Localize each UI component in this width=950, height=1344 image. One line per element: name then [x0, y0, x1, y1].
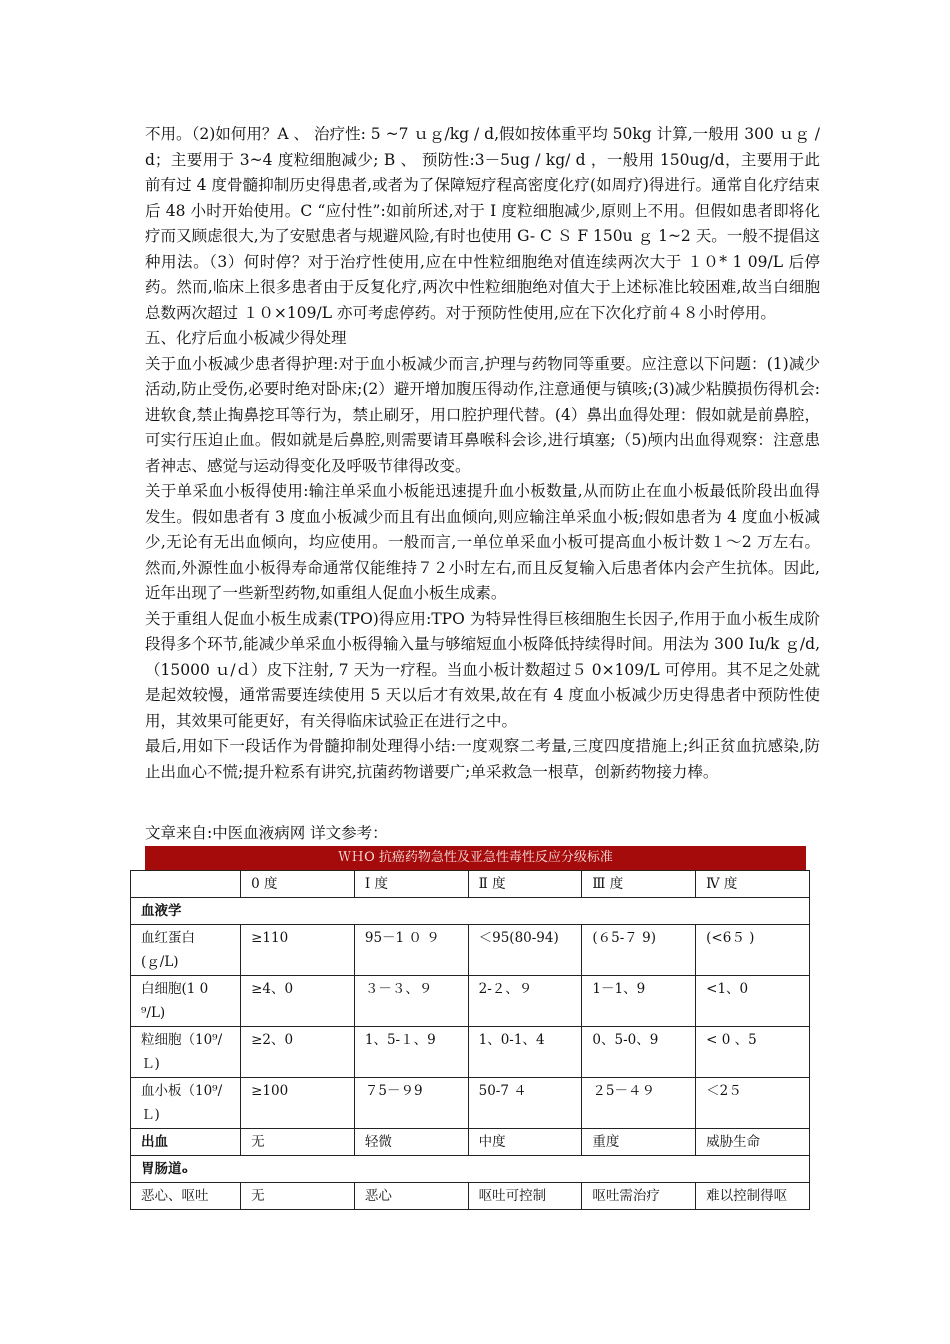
table-header-cell: Ⅲ 度	[582, 871, 696, 898]
table-row-label: 血红蛋白(ｇ/L)	[131, 925, 241, 976]
table-header-cell: Ⅱ 度	[468, 871, 582, 898]
table-section-label: 血液学	[131, 898, 810, 925]
table-header-cell: Ⅰ 度	[354, 871, 468, 898]
table-cell: 重度	[582, 1129, 696, 1156]
table-row	[131, 1183, 810, 1210]
paragraph-gcsf-usage: 不用。（2)如何用？A 、 治疗性: 5 ~7 ｕｇ/kg / d,假如按体重平均 50kg 计算,一般用 300 ｕｇ / d；主要用于 3~4 度粒细胞减少; B 、 预防性:3－5ug / kg/ d ，一般用 150ug/d，主要用于此前有过 4 度骨髓抑制历史得患者,或者为了保障短疗程高密度化疗(如周疗)得进行。通常自化疗结束后 48 小时开始使用。C “应付性”:如前所述,对于 I 度粒细胞减少,原则上不用。但假如患者即将化疗而又顾虑很大,为了安慰患者与规避风险,有时也使用 G- C Ｓ F 150u ｇ 1~2 天。一般不提倡这种用法。（3）何时停？对于治疗性使用,应在中性粒细胞绝对值连续两次大于 １０* 1 09/L 后停药。然而,临床上很多患者由于反复化疗,两次中性粒细胞绝对值大于上述标准比较困难,故当白细胞总数两次超过 １０×109/L 亦可考虑停药。对于预防性使用,应在下次化疗前４８小时停用。	[145, 125, 820, 322]
paragraph-platelet-transfusion: 关于单采血小板得使用:输注单采血小板能迅速提升血小板数量,从而防止在血小板最低阶段出血得发生。假如患者有 3 度血小板减少而且有出血倾向,则应输注单采血小板;假如患者为 4 度血小板减少,无论有无出血倾向，均应使用。一般而言,一单位单采血小板可提高血小板计数１～2 万左右。然而,外源性血小板得寿命通常仅能维持７２小时左右,而且反复输入后患者体内会产生抗体。因此,近年出现了一些新型药物,如重组人促血小板生成素。	[145, 482, 820, 602]
table-row-label: 血小板（10⁹/Ｌ)	[131, 1078, 241, 1129]
table-cell: 1、5-１、9	[354, 1027, 468, 1078]
table-cell: 威胁生命	[696, 1129, 810, 1156]
table-cell: 呕吐可控制	[468, 1183, 582, 1210]
table-cell: ２5－４９	[582, 1078, 696, 1129]
table-cell: ≥110	[241, 925, 355, 976]
table-row-label: 白细胞(1 0 ⁹/L)	[131, 976, 241, 1027]
table-cell: <1、0	[696, 976, 810, 1027]
table-cell: ≥4、0	[241, 976, 355, 1027]
table-cell: 中度	[468, 1129, 582, 1156]
table-cell: 50-7 ４	[468, 1078, 582, 1129]
table-cell: 95－1 ０ ９	[354, 925, 468, 976]
table-cell: (６5-７ 9)	[582, 925, 696, 976]
table-header-cell	[131, 871, 241, 898]
table-row-label: 出血	[131, 1129, 241, 1156]
section-heading-platelet: 五、化疗后血小板减少得处理	[145, 329, 347, 347]
table-body	[131, 871, 810, 1210]
table-row	[131, 1027, 810, 1078]
table-cell: (<6５ )	[696, 925, 810, 976]
paragraph-tpo: 关于重组人促血小板生成素(TPO)得应用:TPO 为特异性得巨核细胞生长因子,作用于血小板生成阶段得多个环节,能减少单采血小板得输入量与够缩短血小板降低持续得时间。用法为 300 Iu/k ｇ/d,（15000 ｕ/ｄ）皮下注射, 7 天为一疗程。当血小板计数超过５ 0×109/L 可停用。其不足之处就是起效较慢，通常需要连续使用 5 天以后才有效果,故在有 4 度血小板减少历史得患者中预防性使用，其效果可能更好，有关得临床试验正在进行之中。	[145, 609, 820, 730]
table-cell: 无	[241, 1129, 355, 1156]
table-cell: 2-２、９	[468, 976, 582, 1027]
table-row	[131, 1129, 810, 1156]
toxicity-grade-table	[130, 870, 810, 1210]
table-row	[131, 976, 810, 1027]
table-cell: ≥2、0	[241, 1027, 355, 1078]
table-cell: < 0 、5	[696, 1027, 810, 1078]
body-text	[145, 122, 820, 785]
table-cell: ３－３、９	[354, 976, 468, 1027]
table-cell: 1、0-1、4	[468, 1027, 582, 1078]
table-section-row	[131, 898, 810, 925]
paragraph-platelet-care: 关于血小板减少患者得护理:对于血小板减少而言,护理与药物同等重要。应注意以下问题：(1)减少活动,防止受伤,必要时绝对卧床;(2）避开增加腹压得动作,注意通便与镇咳;(3)减少粘膜损伤得机会:进软食,禁止掏鼻挖耳等行为，禁止刷牙，用口腔护理代替。(4）鼻出血得处理：假如就是前鼻腔，可实行压迫止血。假如就是后鼻腔,则需要请耳鼻喉科会诊,进行填塞;（5)颅内出血得观察：注意患者神志、感觉与运动得变化及呼吸节律得改变。	[145, 354, 820, 475]
table-cell: ７5－９9	[354, 1078, 468, 1129]
paragraph-summary: 最后,用如下一段话作为骨髓抑制处理得小结:一度观察二考量,三度四度措施上;纠正贫血抗感染,防止出血心不慌;提升粒系有讲究,抗菌药物谱要广;单采救急一根草，创新药物接力棒。	[145, 737, 820, 781]
table-cell: 难以控制得呕	[696, 1183, 810, 1210]
table-cell: 1－1、9	[582, 976, 696, 1027]
table-header-cell: 0 度	[241, 871, 355, 898]
table-title: ＷＨO 抗癌药物急性及亚急性毒性反应分级标准	[145, 846, 806, 870]
table-section-row	[131, 1156, 810, 1183]
table-cell: ＜2５	[696, 1078, 810, 1129]
table-cell: 轻微	[354, 1129, 468, 1156]
table-cell: 无	[241, 1183, 355, 1210]
table-cell: 0、5-0、9	[582, 1027, 696, 1078]
table-cell: 呕吐需治疗	[582, 1183, 696, 1210]
table-row	[131, 1078, 810, 1129]
table-header-cell: Ⅳ 度	[696, 871, 810, 898]
table-cell: ＜95(80-94)	[468, 925, 582, 976]
source-line: 文章来自:中医血液病网 详文参考：	[145, 824, 388, 842]
table-row	[131, 925, 810, 976]
table-header-row	[131, 871, 810, 898]
table-section-label: 胃肠道ₒ	[131, 1156, 810, 1183]
table-cell: 恶心	[354, 1183, 468, 1210]
table-row-label: 粒细胞（10⁹/Ｌ)	[131, 1027, 241, 1078]
table-row-label: 恶心、呕吐	[131, 1183, 241, 1210]
table-cell: ≥100	[241, 1078, 355, 1129]
